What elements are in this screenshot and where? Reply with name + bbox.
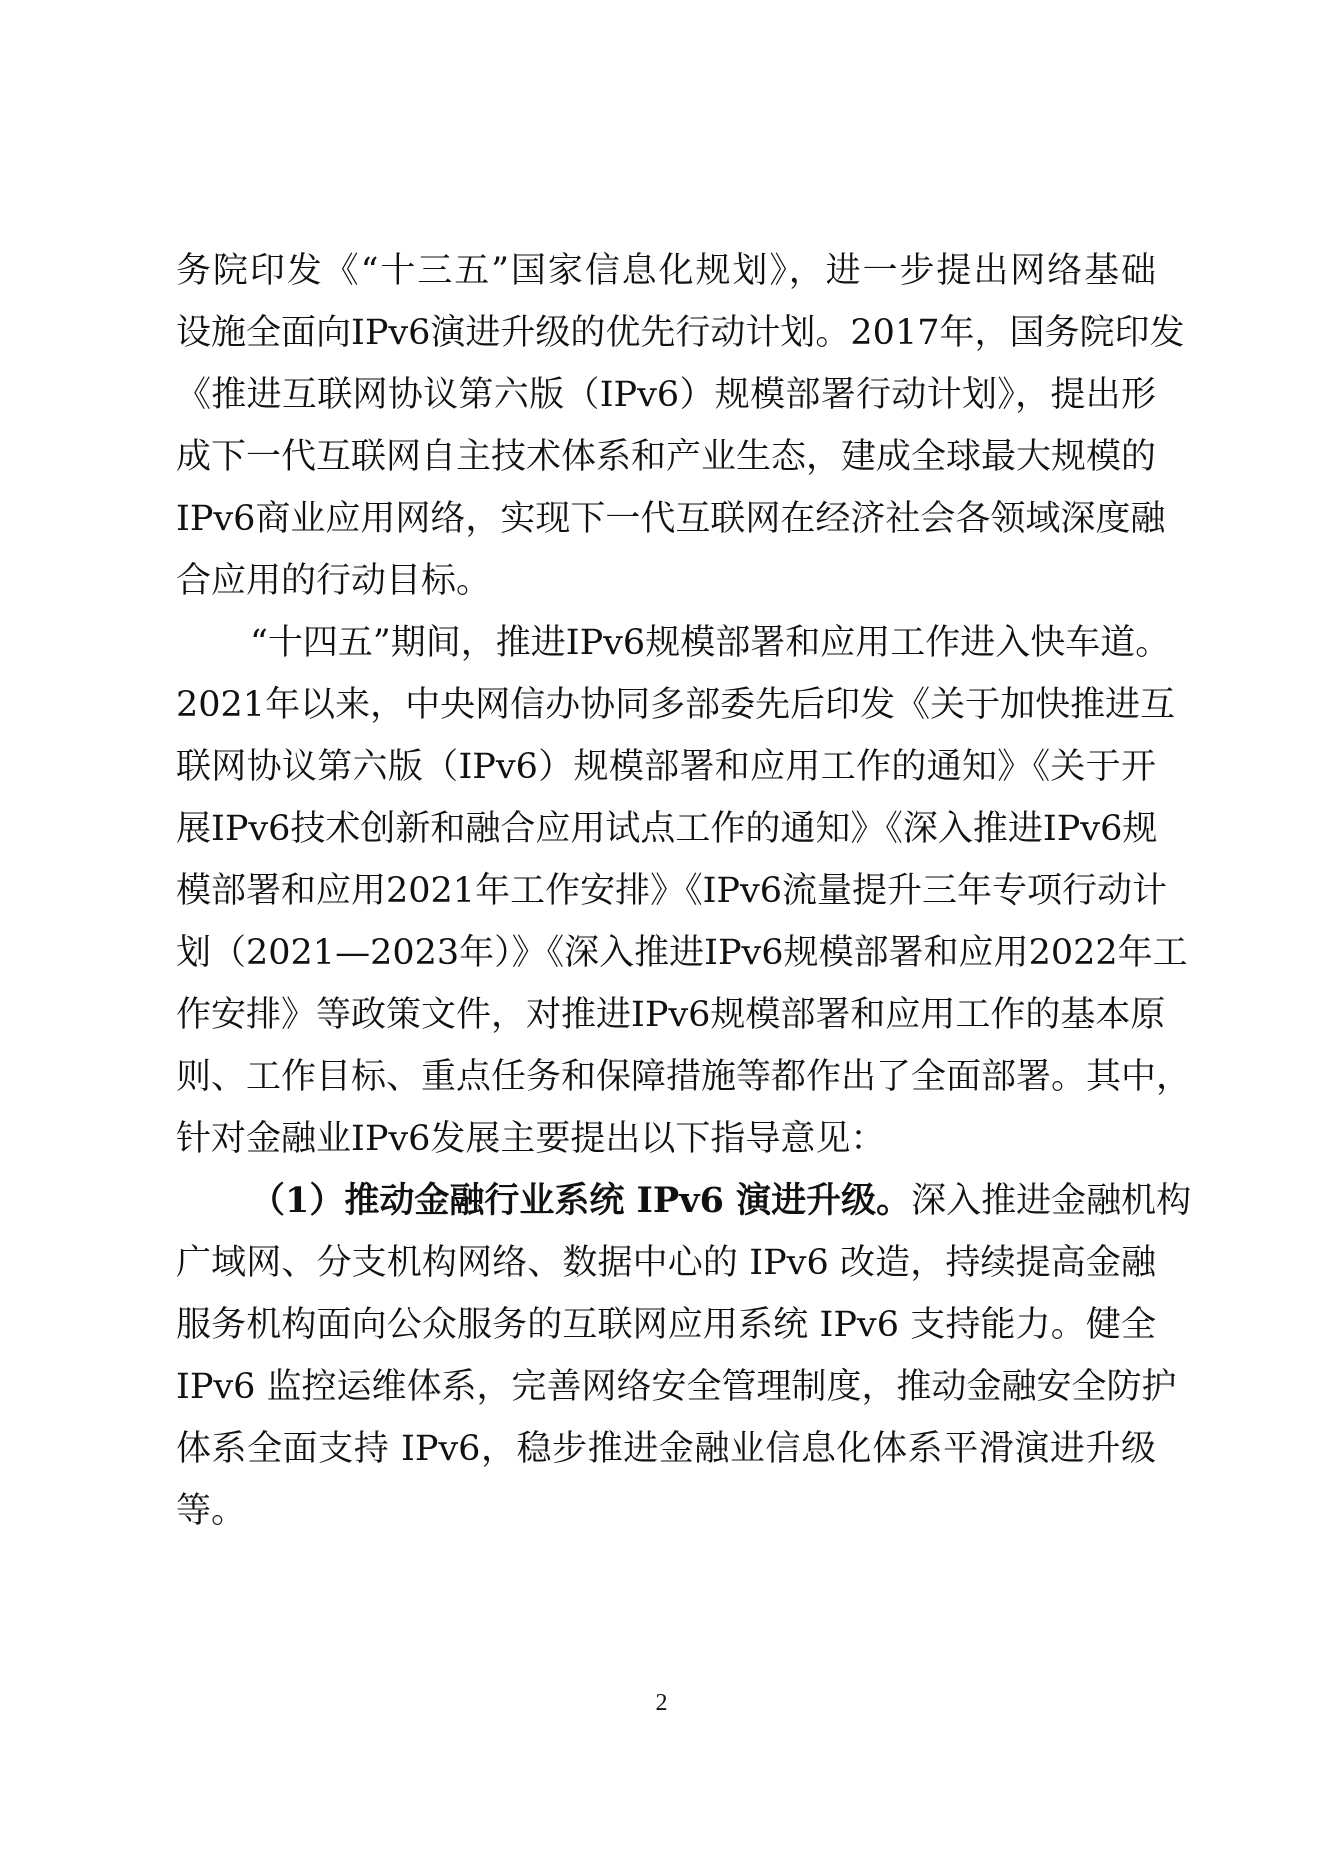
paragraph-line: 2021年以来，中央网信办协同多部委先后印发《关于加快推进互 [176, 685, 1176, 725]
paragraph-line: 体系全面支持 IPv6，稳步推进金融业信息化体系平滑演进升级 [176, 1429, 1156, 1469]
paragraph-3 [176, 1170, 1192, 1542]
paragraph-line: “十四五”期间，推进IPv6规模部署和应用工作进入快车道。 [250, 623, 1171, 663]
page-number: 2 [655, 1690, 668, 1716]
paragraph-line-rest: 深入推进金融机构 [911, 1181, 1192, 1221]
paragraph-line: 则、工作目标、重点任务和保障措施等都作出了全面部署。其中， [176, 1057, 1192, 1097]
paragraph-line: IPv6商业应用网络，实现下一代互联网在经济社会各领域深度融 [176, 499, 1166, 539]
paragraph-line: 设施全面向IPv6演进升级的优先行动计划。2017年，国务院印发 [176, 313, 1185, 353]
paragraph-line: 等。 [176, 1491, 247, 1531]
paragraph-line: 《推进互联网协议第六版（IPv6）规模部署行动计划》，提出形 [176, 375, 1156, 415]
paragraph-line: 服务机构面向公众服务的互联网应用系统 IPv6 支持能力。健全 [176, 1305, 1156, 1345]
section-heading: （1）推动金融行业系统 IPv6 演进升级。 [250, 1180, 912, 1221]
paragraph-1 [176, 240, 1185, 612]
paragraph-2 [176, 612, 1192, 1170]
paragraph-line: IPv6 监控运维体系，完善网络安全管理制度，推动金融安全防护 [176, 1367, 1177, 1407]
paragraph-line: 模部署和应用2021年工作安排》《IPv6流量提升三年专项行动计 [176, 871, 1167, 911]
paragraph-line: 成下一代互联网自主技术体系和产业生态，建成全球最大规模的 [176, 437, 1157, 477]
document-body [176, 240, 1192, 1542]
paragraph-first-line [176, 1170, 1192, 1232]
paragraph-line: 广域网、分支机构网络、数据中心的 IPv6 改造，持续提高金融 [176, 1243, 1156, 1283]
paragraph-line: 作安排》等政策文件，对推进IPv6规模部署和应用工作的基本原 [176, 995, 1166, 1035]
paragraph-line: 务院印发《“十三五”国家信息化规划》，进一步提出网络基础 [176, 251, 1156, 291]
paragraph-line: 划（2021—2023年）》《深入推进IPv6规模部署和应用2022年工 [176, 933, 1188, 973]
paragraph-line: 展IPv6技术创新和融合应用试点工作的通知》《深入推进IPv6规 [176, 809, 1158, 849]
paragraph-line: 针对金融业IPv6发展主要提出以下指导意见： [176, 1119, 886, 1159]
paragraph-line: 合应用的行动目标。 [176, 561, 492, 601]
paragraph-line: 联网协议第六版（IPv6）规模部署和应用工作的通知》《关于开 [176, 747, 1156, 787]
